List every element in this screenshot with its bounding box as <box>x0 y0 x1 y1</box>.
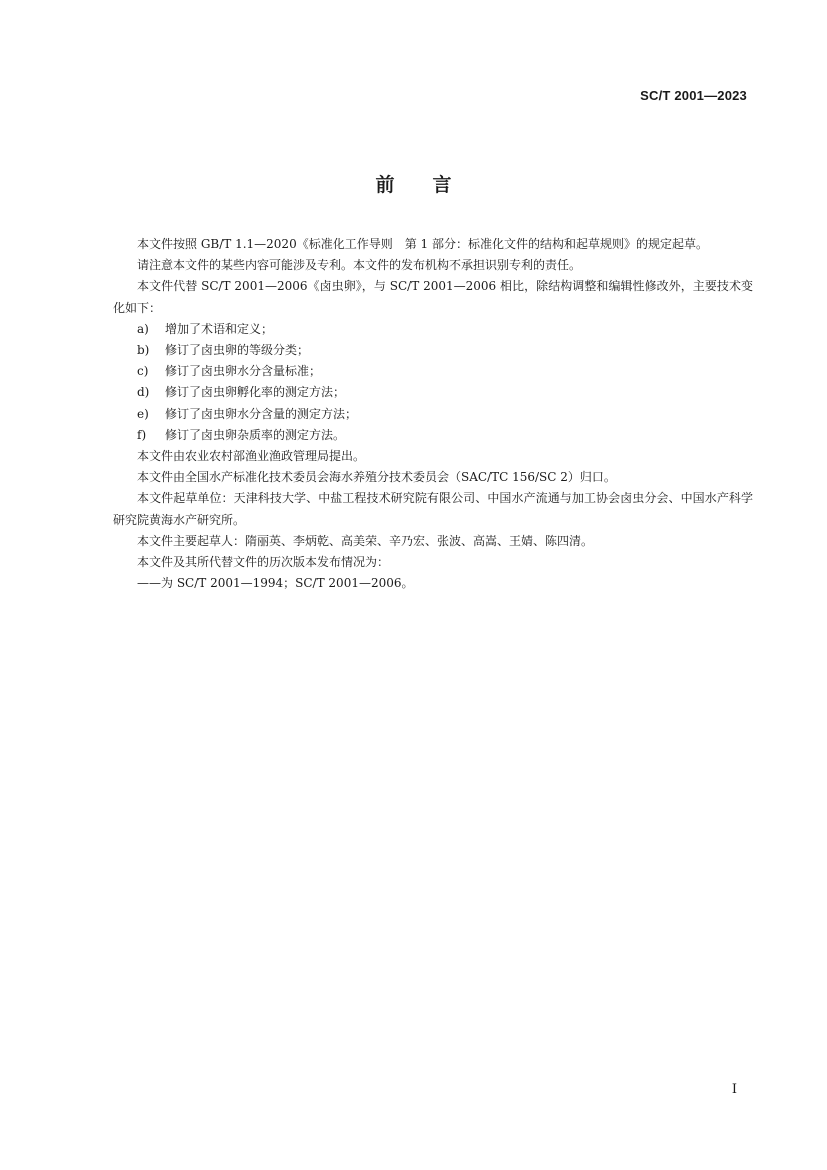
change-item-text: 修订了卤虫卵杂质率的测定方法。 <box>165 427 346 442</box>
page-number: I <box>731 1082 737 1097</box>
change-item-text: 修订了卤虫卵水分含量的测定方法； <box>165 406 358 421</box>
change-item-text: 修订了卤虫卵的等级分类； <box>165 343 310 358</box>
paragraph-version-history: ——为 SC/T 2001—1994；SC/T 2001—2006。 <box>137 576 414 591</box>
paragraph-drafters: 本文件主要起草人：隋丽英、李炳乾、高美荣、辛乃宏、张波、高嵩、王婧、陈四清。 <box>137 533 594 548</box>
change-item-text: 修订了卤虫卵水分含量标准； <box>165 364 322 379</box>
paragraph-committee: 本文件由全国水产标准化技术委员会海水养殖分技术委员会（SAC/TC 156/SC 2）归口。 <box>137 470 616 485</box>
change-item-label: d) <box>137 385 150 400</box>
foreword-body <box>113 234 753 594</box>
change-item <box>113 382 753 403</box>
change-item-text: 修订了卤虫卵孵化率的测定方法； <box>165 385 346 400</box>
paragraph-drafting-units: 本文件起草单位：天津科技大学、中盐工程技术研究院有限公司、中国水产流通与加工协会卤虫分会、中国水产科学研究院黄海水产研究所。 <box>113 491 753 527</box>
change-item <box>113 425 753 446</box>
paragraph-drafting-rules: 本文件按照 GB/T 1.1—2020《标准化工作导则 第 1 部分：标准化文件的结构和起草规则》的规定起草。 <box>137 237 708 251</box>
change-item-label: c) <box>137 364 149 379</box>
paragraph-replacement: 本文件代替 SC/T 2001—2006《卤虫卵》，与 SC/T 2001—2006 相比，除结构调整和编辑性修改外，主要技术变化如下： <box>113 279 753 315</box>
change-item-text: 增加了术语和定义； <box>165 321 274 336</box>
paragraph-patent-notice: 请注意本文件的某些内容可能涉及专利。本文件的发布机构不承担识别专利的责任。 <box>137 258 582 273</box>
change-item-label: e) <box>137 406 149 421</box>
page-title: 前言 <box>375 174 490 196</box>
document-code: SC/T 2001—2023 <box>640 88 747 103</box>
change-item <box>113 361 753 382</box>
change-item <box>113 340 753 361</box>
change-item <box>113 319 753 340</box>
change-item-label: b) <box>137 343 150 358</box>
paragraph-version-history-intro: 本文件及其所代替文件的历次版本发布情况为： <box>137 555 390 570</box>
change-item-label: a) <box>137 321 149 336</box>
change-item-label: f) <box>137 427 147 442</box>
change-item <box>113 404 753 425</box>
paragraph-proposer: 本文件由农业农村部渔业渔政管理局提出。 <box>137 449 366 464</box>
